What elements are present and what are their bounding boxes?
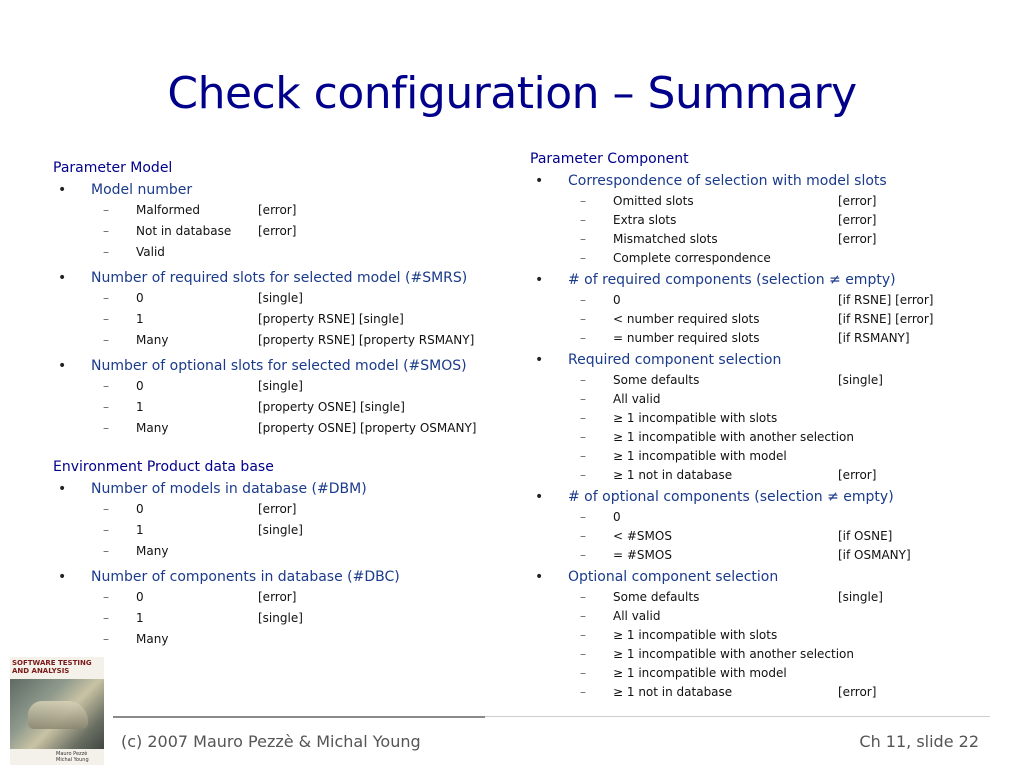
sub-item-label: ≥ 1 incompatible with model	[613, 449, 787, 463]
book-title-line1: SOFTWARE TESTING	[12, 659, 92, 667]
dash-icon: –	[103, 291, 109, 305]
bullet-item	[530, 488, 1010, 506]
bullet-item	[53, 568, 523, 586]
sub-item	[530, 665, 1010, 684]
dash-icon: –	[580, 529, 586, 543]
sub-item-label: Malformed	[136, 203, 201, 217]
dash-icon: –	[103, 333, 109, 347]
sub-item	[530, 646, 1010, 665]
sub-item	[530, 292, 1010, 311]
dash-icon: –	[580, 194, 586, 208]
dash-icon: –	[580, 685, 586, 699]
sub-item-value: [error]	[258, 224, 297, 238]
bullet-item-text: Required component selection	[568, 352, 782, 368]
sub-item-label: 0	[613, 293, 621, 307]
sub-item	[53, 420, 523, 441]
sub-item	[530, 627, 1010, 646]
sub-item-label: Omitted slots	[613, 194, 694, 208]
sub-item-label: 0	[136, 291, 144, 305]
sub-item-label: ≥ 1 incompatible with slots	[613, 628, 778, 642]
bullet-item-text: Number of optional slots for selected model (#SMOS)	[91, 358, 467, 374]
dash-icon: –	[580, 411, 586, 425]
sub-item-label: = #SMOS	[613, 548, 672, 562]
bullet-icon: •	[58, 270, 67, 286]
dash-icon: –	[103, 312, 109, 326]
sub-item-label: Many	[136, 333, 169, 347]
dash-icon: –	[580, 213, 586, 227]
section-heading: Parameter Component	[530, 151, 689, 167]
footer-copyright: (c) 2007 Mauro Pezzè & Michal Young	[121, 732, 421, 751]
bullet-item-text: Model number	[91, 182, 193, 198]
sub-item-value: [error]	[838, 468, 877, 482]
sub-item-label: All valid	[613, 392, 661, 406]
sub-item	[53, 501, 523, 522]
sub-item-label: ≥ 1 not in database	[613, 468, 733, 482]
sub-item	[53, 399, 523, 420]
sub-item-value: [single]	[258, 523, 303, 537]
book-title-line2: AND ANALYSIS	[12, 667, 70, 675]
dash-icon: –	[103, 544, 109, 558]
sub-item	[530, 391, 1010, 410]
bullet-item-text: # of required components (selection ≠ empty)	[568, 272, 896, 288]
bullet-icon: •	[58, 182, 67, 198]
book-title	[12, 659, 92, 675]
sub-item-label: Some defaults	[613, 373, 700, 387]
sub-item	[530, 448, 1010, 467]
sub-item-value: [error]	[258, 590, 297, 604]
sub-item-value: [property RSNE] [property RSMANY]	[258, 333, 475, 347]
sub-item-label: Extra slots	[613, 213, 677, 227]
dash-icon: –	[580, 647, 586, 661]
sub-item	[53, 290, 523, 311]
sub-item-label: All valid	[613, 609, 661, 623]
sub-item	[53, 631, 523, 652]
bullet-icon: •	[58, 481, 67, 497]
sub-item-label: = number required slots	[613, 331, 760, 345]
sub-item-value: [error]	[258, 502, 297, 516]
dash-icon: –	[580, 392, 586, 406]
sub-item-label: ≥ 1 incompatible with slots	[613, 411, 778, 425]
sub-item	[53, 223, 523, 244]
dash-icon: –	[580, 312, 586, 326]
sub-item	[530, 684, 1010, 703]
sub-item-label: ≥ 1 not in database	[613, 685, 733, 699]
bullet-item	[530, 351, 1010, 369]
bullet-item	[530, 271, 1010, 289]
sub-item-label: < number required slots	[613, 312, 760, 326]
bullet-item	[530, 568, 1010, 586]
sub-item-value: [single]	[258, 291, 303, 305]
sub-item-value: [single]	[258, 379, 303, 393]
sub-item	[530, 231, 1010, 250]
dash-icon: –	[103, 632, 109, 646]
sub-item-label: Some defaults	[613, 590, 700, 604]
sub-item-value: [error]	[838, 685, 877, 699]
sub-item-label: 0	[136, 379, 144, 393]
bullet-icon: •	[58, 569, 67, 585]
bullet-item-text: Number of models in database (#DBM)	[91, 481, 367, 497]
dash-icon: –	[580, 666, 586, 680]
sub-item	[53, 244, 523, 265]
dash-icon: –	[103, 502, 109, 516]
sub-item-value: [if OSNE]	[838, 529, 893, 543]
sub-item-value: [property OSNE] [single]	[258, 400, 405, 414]
dash-icon: –	[580, 430, 586, 444]
sub-item-label: 1	[136, 611, 144, 625]
sub-item-value: [if OSMANY]	[838, 548, 911, 562]
bullet-icon: •	[535, 272, 544, 288]
sub-item	[530, 509, 1010, 528]
book-author-2: Michal Young	[56, 757, 89, 763]
sub-item-label: ≥ 1 incompatible with another selection	[613, 647, 854, 661]
bullet-item-text: # of optional components (selection ≠ empty)	[568, 489, 894, 505]
sub-item	[530, 250, 1010, 269]
sub-item-label: Many	[136, 632, 169, 646]
sub-item	[530, 372, 1010, 391]
sub-item	[53, 202, 523, 223]
right-column	[530, 150, 1010, 703]
sub-item	[530, 547, 1010, 566]
sub-item	[530, 528, 1010, 547]
dash-icon: –	[103, 379, 109, 393]
dash-icon: –	[103, 245, 109, 259]
bullet-item-text: Optional component selection	[568, 569, 779, 585]
footer-slide-number: Ch 11, slide 22	[859, 732, 979, 751]
sub-item-value: [property RSNE] [single]	[258, 312, 404, 326]
dash-icon: –	[580, 232, 586, 246]
dash-icon: –	[103, 400, 109, 414]
sub-item-label: 1	[136, 312, 144, 326]
bullet-item-text: Number of components in database (#DBC)	[91, 569, 400, 585]
book-authors	[56, 751, 89, 763]
sub-item-label: 0	[136, 502, 144, 516]
sub-item	[530, 589, 1010, 608]
dash-icon: –	[103, 421, 109, 435]
sub-item-label: 1	[136, 523, 144, 537]
bullet-item	[53, 269, 523, 287]
dash-icon: –	[103, 611, 109, 625]
bullet-item-text: Number of required slots for selected model (#SMRS)	[91, 270, 468, 286]
sub-item-label: Mismatched slots	[613, 232, 718, 246]
book-cover-image	[10, 657, 104, 765]
dash-icon: –	[103, 590, 109, 604]
left-column	[53, 159, 523, 652]
sub-item	[530, 193, 1010, 212]
sub-item-label: ≥ 1 incompatible with model	[613, 666, 787, 680]
dash-icon: –	[580, 293, 586, 307]
sub-item-label: ≥ 1 incompatible with another selection	[613, 430, 854, 444]
sub-item-value: [error]	[838, 194, 877, 208]
bullet-item	[530, 172, 1010, 190]
sub-item-value: [single]	[838, 590, 883, 604]
sub-item-value: [error]	[258, 203, 297, 217]
sub-item-value: [single]	[838, 373, 883, 387]
sub-item-label: Not in database	[136, 224, 232, 238]
dash-icon: –	[580, 331, 586, 345]
sub-item-label: Many	[136, 544, 169, 558]
sub-item-label: Valid	[136, 245, 165, 259]
sub-item-label: < #SMOS	[613, 529, 672, 543]
sub-item-value: [if RSMANY]	[838, 331, 910, 345]
sub-item-label: 0	[136, 590, 144, 604]
bullet-icon: •	[535, 569, 544, 585]
bullet-item-text: Correspondence of selection with model slots	[568, 173, 887, 189]
sub-item	[53, 589, 523, 610]
sub-item	[530, 212, 1010, 231]
bullet-icon: •	[535, 173, 544, 189]
dash-icon: –	[580, 449, 586, 463]
dash-icon: –	[580, 510, 586, 524]
sub-item	[53, 332, 523, 353]
dash-icon: –	[103, 224, 109, 238]
sub-item	[53, 311, 523, 332]
book-author-1: Mauro Pezzè	[56, 751, 88, 757]
footer-divider-accent	[113, 716, 485, 718]
sub-item-label: Complete correspondence	[613, 251, 771, 265]
section-heading: Parameter Model	[53, 160, 173, 176]
dash-icon: –	[580, 609, 586, 623]
dash-icon: –	[580, 468, 586, 482]
sub-item-label: 1	[136, 400, 144, 414]
bullet-icon: •	[58, 358, 67, 374]
dash-icon: –	[580, 590, 586, 604]
sub-item-value: [single]	[258, 611, 303, 625]
sub-item-value: [property OSNE] [property OSMANY]	[258, 421, 477, 435]
sub-item	[53, 543, 523, 564]
sub-item	[530, 608, 1010, 627]
sub-item	[53, 378, 523, 399]
bullet-icon: •	[535, 352, 544, 368]
sub-item	[530, 467, 1010, 486]
slide-title: Check configuration – Summary	[167, 68, 857, 119]
bullet-icon: •	[535, 489, 544, 505]
sub-item-value: [if RSNE] [error]	[838, 312, 934, 326]
section-heading: Environment Product data base	[53, 459, 274, 475]
sub-item-value: [error]	[838, 213, 877, 227]
dash-icon: –	[103, 203, 109, 217]
sub-item-label: 0	[613, 510, 621, 524]
dash-icon: –	[580, 251, 586, 265]
dash-icon: –	[580, 628, 586, 642]
crashed-car-graphic	[28, 701, 88, 729]
sub-item	[53, 610, 523, 631]
sub-item	[53, 522, 523, 543]
sub-item	[530, 311, 1010, 330]
sub-item-value: [error]	[838, 232, 877, 246]
sub-item-value: [if RSNE] [error]	[838, 293, 934, 307]
bullet-item	[53, 480, 523, 498]
dash-icon: –	[103, 523, 109, 537]
dash-icon: –	[580, 548, 586, 562]
sub-item	[530, 410, 1010, 429]
bullet-item	[53, 181, 523, 199]
sub-item-label: Many	[136, 421, 169, 435]
bullet-item	[53, 357, 523, 375]
dash-icon: –	[580, 373, 586, 387]
sub-item	[530, 429, 1010, 448]
sub-item	[530, 330, 1010, 349]
